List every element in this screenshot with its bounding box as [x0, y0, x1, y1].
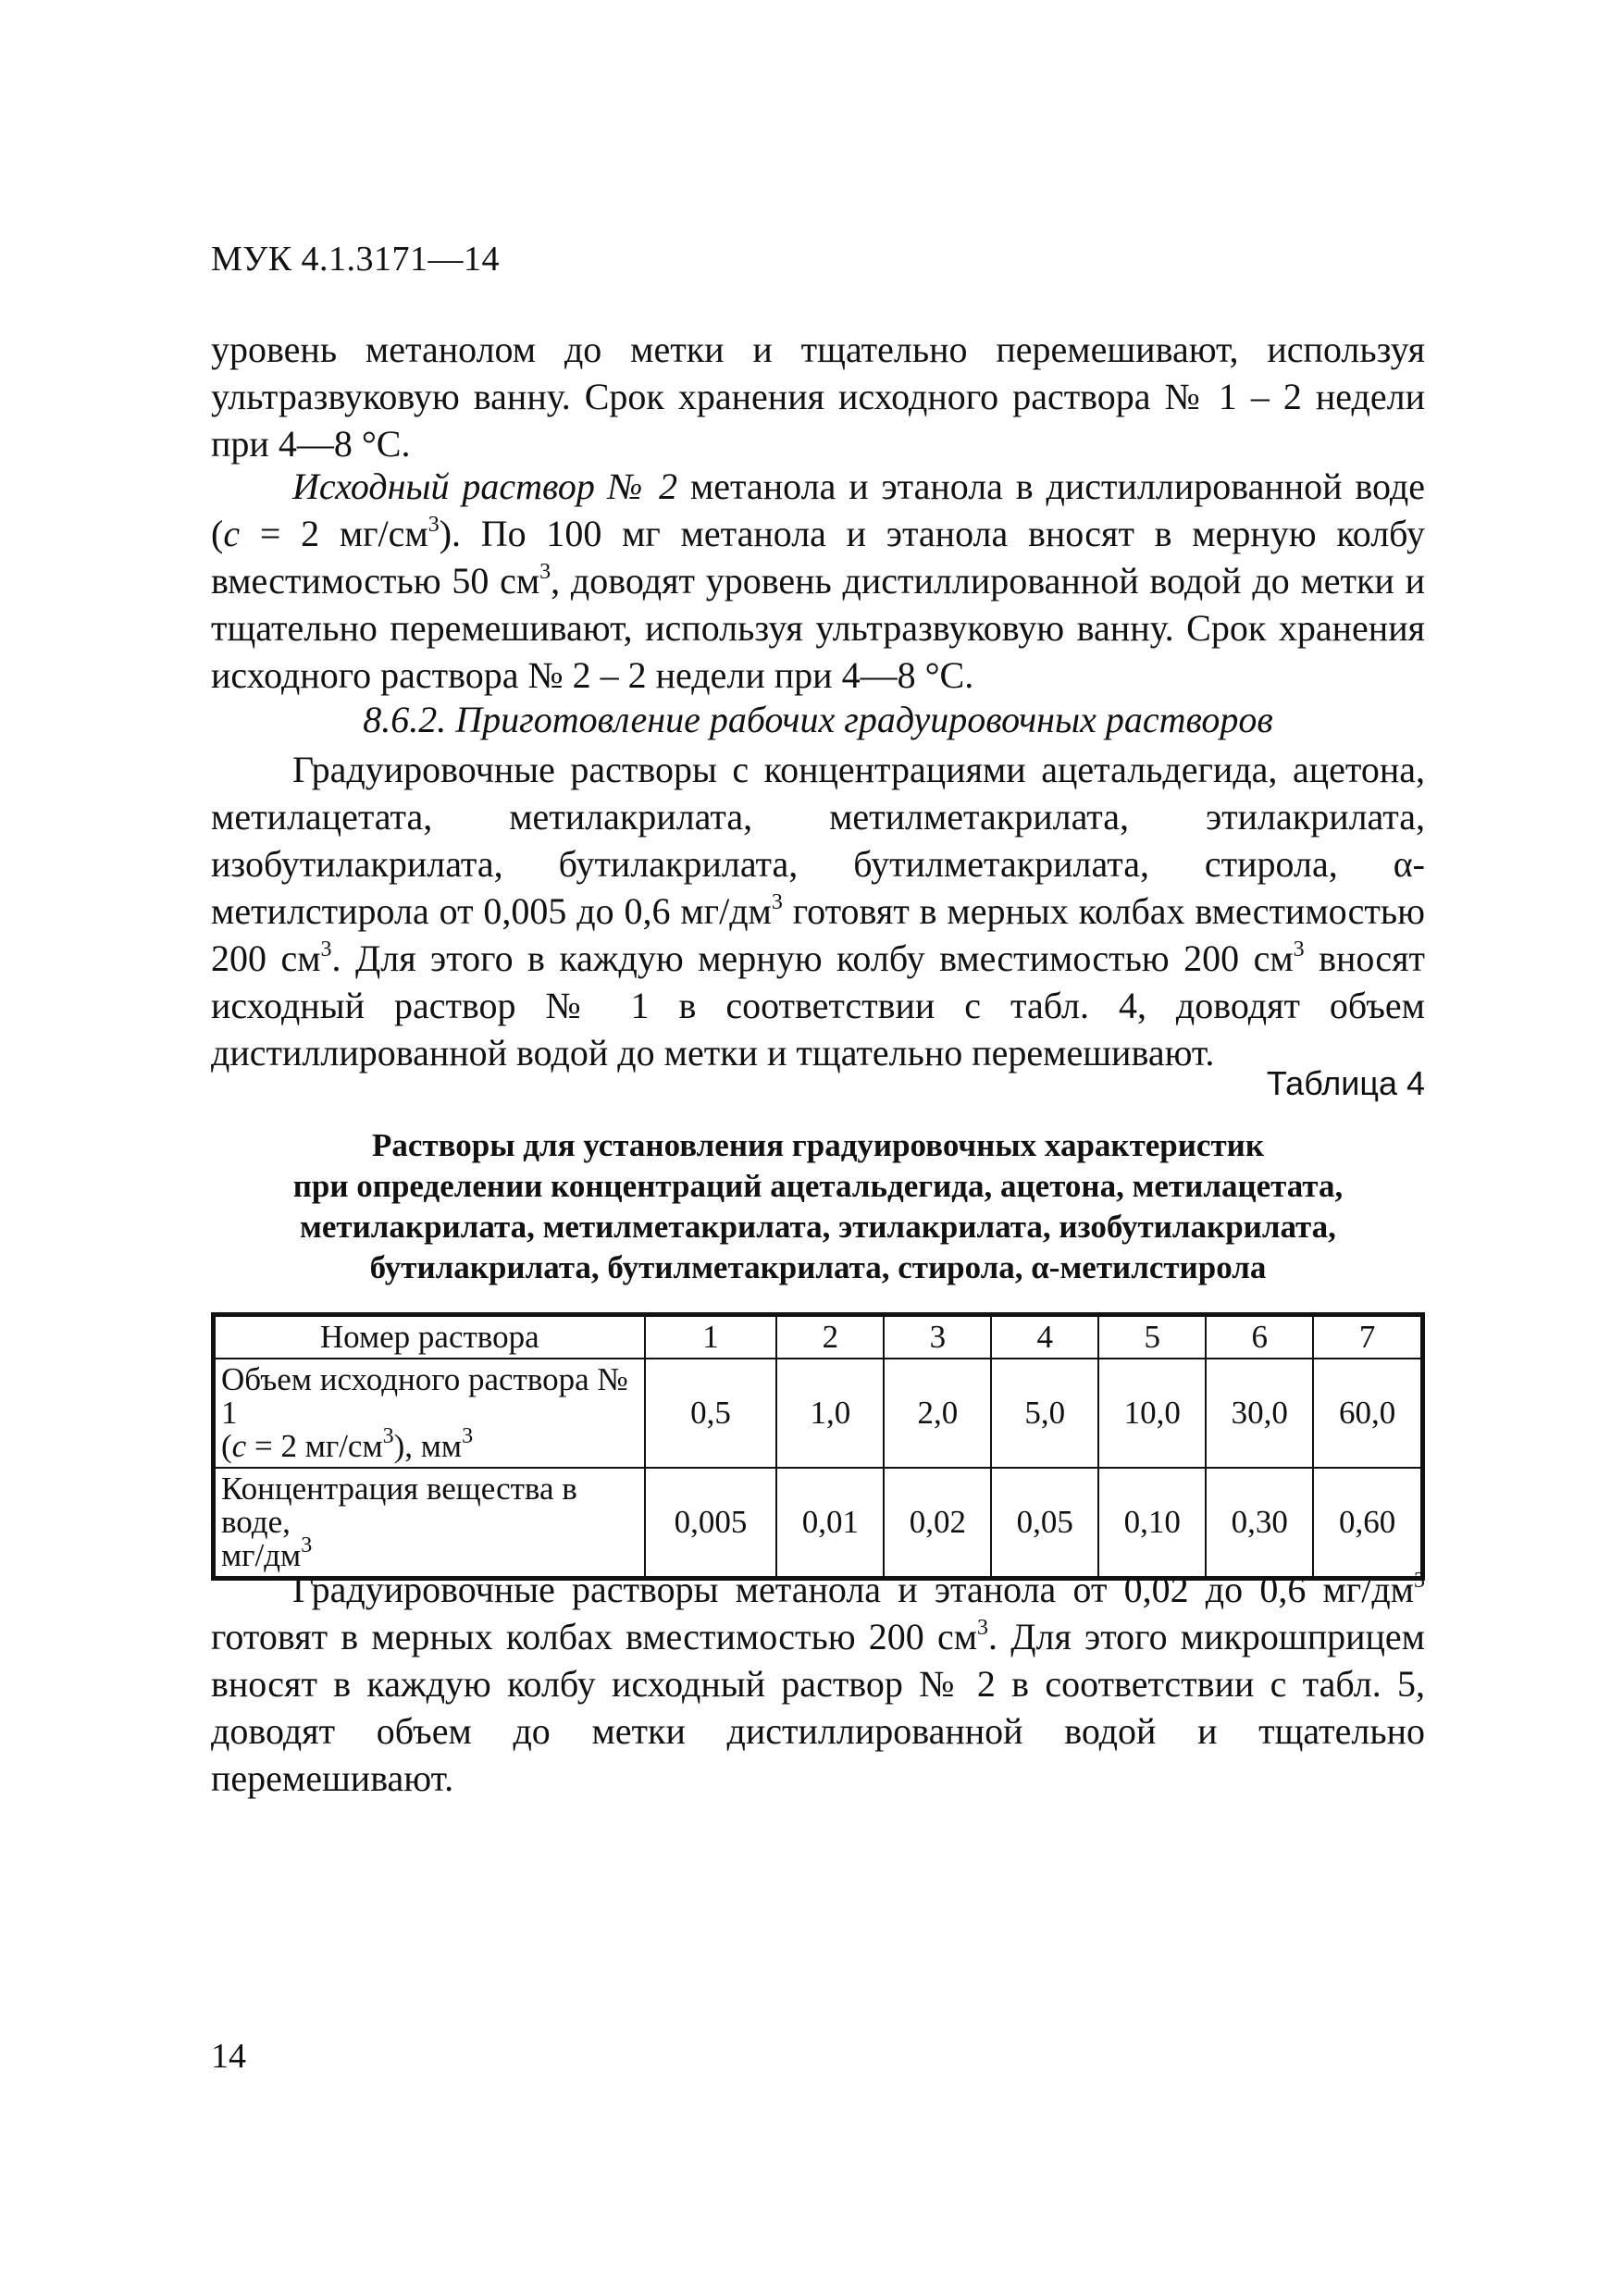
page-number: 14 — [211, 2037, 246, 2076]
table-row-label: Объем исходного раствора № 1 (c = 2 $мг/см^3$), $мм^3$ — [214, 1359, 645, 1468]
table-header-cell: 4 — [991, 1315, 1098, 1359]
table-cell: 60,0 — [1313, 1359, 1422, 1468]
paragraph-5: Градуировочные растворы метанола и этанола от 0,02 до 0,6 $мг/дм^3$ готовят в мерных колбах вместимостью 200 $см^3$. Для этого микрошприцем вносят в каждую колбу исходный раствор № 2 в соответствии с табл. 5, доводят объем до метки дистиллированной водой и тщательно перемешивают. — [211, 1568, 1425, 1799]
table-header-cell: 1 — [645, 1315, 777, 1359]
table-header-cell: 7 — [1313, 1315, 1422, 1359]
table-cell: 10,0 — [1098, 1359, 1206, 1468]
table-header-cell: Номер раствора — [214, 1315, 645, 1359]
table-row — [214, 1359, 1423, 1468]
table-cell: 0,01 — [776, 1468, 884, 1579]
table-title-line: бутилакрилата, бутилметакрилата, стирола, α-метилстирола — [369, 1249, 1267, 1285]
paragraph-4: Градуировочные растворы с концентрациями ацетальдегида, ацетона, метилацетата, метилакрилата, метилметакрилата, этилакрилата, изобутилакрилата, бутилакрилата, бутилметакрилата, стирола, α-метилстирола от 0,005 до 0,6 $мг/дм^3$ готовят в мерных колбах вместимостью 200 $см^3$. Для этого в каждую мерную колбу вместимостью 200 $см^3$ вносят исходный раствор № 1 в соответствии с табл. 4, доводят объем дистиллированной водой до метки и тщательно перемешивают. — [211, 749, 1425, 1074]
table-title — [211, 1125, 1425, 1288]
table-header-row — [214, 1315, 1423, 1359]
table-header-cell: 2 — [776, 1315, 884, 1359]
table-cell: 0,60 — [1313, 1468, 1422, 1579]
table-title-line: метилакрилата, метилметакрилата, этилакрилата, изобутилакрилата, — [300, 1209, 1336, 1245]
table-cell: 1,0 — [776, 1359, 884, 1468]
table-cell: 0,30 — [1206, 1468, 1313, 1579]
table-header-cell: 6 — [1206, 1315, 1313, 1359]
table-cell: 30,0 — [1206, 1359, 1313, 1468]
table-header-cell: 3 — [884, 1315, 991, 1359]
table-cell: 2,0 — [884, 1359, 991, 1468]
table-number-label: Таблица 4 — [1266, 1064, 1425, 1102]
table-row-label: Концентрация вещества в воде, $мг/дм^3$ — [214, 1468, 645, 1579]
table-cell: 5,0 — [991, 1359, 1098, 1468]
paragraph-1-text: уровень метанолом до метки и тщательно перемешивают, используя ультразвуковую ванну. Срок хранения исходного раствора № 1 – 2 недели при 4—8 °C. — [211, 329, 1425, 465]
section-heading: 8.6.2. Приготовление рабочих градуировочных растворов — [363, 699, 1273, 740]
table-row — [214, 1468, 1423, 1579]
table-header-cell: 5 — [1098, 1315, 1206, 1359]
table-cell: 0,5 — [645, 1359, 777, 1468]
table-cell: 0,005 — [645, 1468, 777, 1579]
calibration-table — [211, 1312, 1425, 1581]
document-code-header: МУК 4.1.3171—14 — [211, 240, 501, 279]
table-title-line: при определении концентраций ацетальдегида, ацетона, метилацетата, — [292, 1168, 1344, 1204]
paragraph-1 — [211, 326, 1425, 467]
table-title-line: Растворы для установления градуировочных характеристик — [372, 1127, 1264, 1163]
table-cell: 0,02 — [884, 1468, 991, 1579]
table-cell: 0,05 — [991, 1468, 1098, 1579]
paragraph-2-lead: Исходный раствор № 2 — [292, 465, 678, 507]
table-cell: 0,10 — [1098, 1468, 1206, 1579]
paragraph-2: Исходный раствор № 2 метанола и этанола в дистиллированной воде (c = 2 $мг/см^3$). По 100 мг метанола и этанола вносят в мерную колбу вместимостью 50 $см^3$, доводят уровень дистиллированной водой до метки и тщательно перемешивают, используя ультразвуковую ванну. Срок хранения исходного раствора № 2 – 2 недели при 4—8 °C. — [211, 465, 1426, 696]
